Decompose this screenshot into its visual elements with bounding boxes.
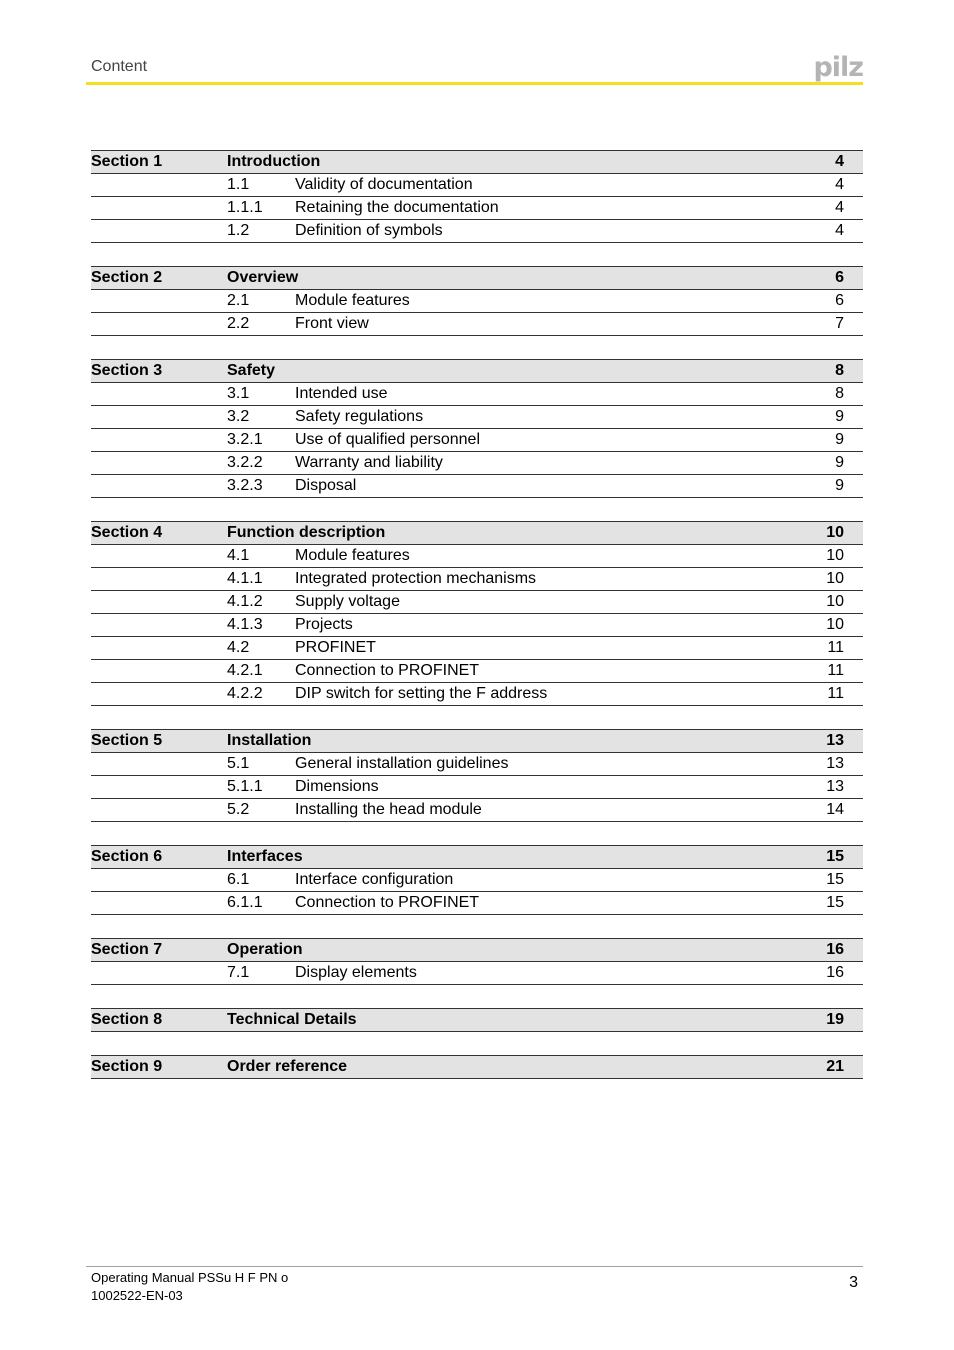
toc-entry-page: 13 <box>826 755 844 772</box>
toc-entry-page: 8 <box>835 385 844 402</box>
toc-entry-page: 9 <box>835 477 844 494</box>
page-header <box>86 50 863 85</box>
toc-entry-page: 4 <box>835 222 844 239</box>
toc-entry-row[interactable] <box>91 313 863 336</box>
toc-entry-title: Disposal <box>295 477 357 494</box>
toc-section-label: Section 2 <box>91 269 163 286</box>
toc-entry-page: 4 <box>835 199 844 216</box>
toc-entry-title: Front view <box>295 315 369 332</box>
toc-section-page: 8 <box>835 362 844 379</box>
toc-entry-title: PROFINET <box>295 639 376 656</box>
toc-section-title: Installation <box>227 732 312 749</box>
toc-entry-number: 4.1.3 <box>227 616 263 633</box>
toc-section-page: 10 <box>826 524 844 541</box>
toc-entry-title: Validity of documentation <box>295 176 473 193</box>
toc-entry-title: Module features <box>295 292 410 309</box>
toc-entry-page: 9 <box>835 408 844 425</box>
toc-entry-page: 13 <box>826 778 844 795</box>
footer-manual-title: Operating Manual PSSu H F PN o <box>91 1270 289 1285</box>
toc-section-row[interactable] <box>91 521 863 545</box>
toc-entry-number: 2.1 <box>227 292 250 309</box>
toc-section-block <box>91 938 863 985</box>
toc-entry-page: 15 <box>826 871 844 888</box>
toc-section-page: 19 <box>826 1011 844 1028</box>
toc-section-label: Section 1 <box>91 153 163 170</box>
toc-section-page: 15 <box>826 848 844 865</box>
toc-entry-row[interactable] <box>91 406 863 429</box>
toc-section-row[interactable] <box>91 266 863 290</box>
toc-entry-row[interactable] <box>91 683 863 706</box>
toc-entry-row[interactable] <box>91 753 863 776</box>
toc-section-label: Section 3 <box>91 362 163 379</box>
toc-entry-number: 3.2.2 <box>227 454 263 471</box>
toc-entry-title: Projects <box>295 616 353 633</box>
toc-entry-title: Installing the head module <box>295 801 482 818</box>
toc-entry-number: 4.2 <box>227 639 250 656</box>
pilz-logo: pilz <box>813 52 863 83</box>
toc-entry-number: 1.1 <box>227 176 250 193</box>
toc-entry-number: 7.1 <box>227 964 250 981</box>
toc-section-block <box>91 1008 863 1032</box>
toc-entry-title: DIP switch for setting the F address <box>295 685 548 702</box>
toc-section-title: Introduction <box>227 153 321 170</box>
toc-section-page: 6 <box>835 269 844 286</box>
toc-entry-title: Retaining the documentation <box>295 199 499 216</box>
toc-section-page: 13 <box>826 732 844 749</box>
toc-entry-row[interactable] <box>91 799 863 822</box>
toc-entry-number: 5.2 <box>227 801 250 818</box>
toc-entry-row[interactable] <box>91 475 863 498</box>
toc-entry-row[interactable] <box>91 290 863 313</box>
toc-section-title: Overview <box>227 269 299 286</box>
toc-entry-title: Interface configuration <box>295 871 454 888</box>
toc-section-title: Function description <box>227 524 386 541</box>
toc-section-label: Section 4 <box>91 524 163 541</box>
toc-entry-row[interactable] <box>91 220 863 243</box>
toc-entry-title: General installation guidelines <box>295 755 509 772</box>
toc-entry-title: Intended use <box>295 385 388 402</box>
toc-entry-row[interactable] <box>91 637 863 660</box>
toc-section-row[interactable] <box>91 938 863 962</box>
toc-entry-row[interactable] <box>91 568 863 591</box>
toc-entry-title: Definition of symbols <box>295 222 443 239</box>
toc-entry-page: 11 <box>827 639 844 656</box>
toc-entry-page: 9 <box>835 431 844 448</box>
toc-section-block <box>91 845 863 915</box>
toc-entry-page: 10 <box>826 616 844 633</box>
toc-entry-page: 10 <box>826 547 844 564</box>
toc-entry-number: 4.2.2 <box>227 685 263 702</box>
toc-section-title: Interfaces <box>227 848 303 865</box>
toc-entry-title: Warranty and liability <box>295 454 443 471</box>
toc-entry-row[interactable] <box>91 174 863 197</box>
toc-entry-page: 4 <box>835 176 844 193</box>
toc-entry-row[interactable] <box>91 197 863 220</box>
toc-entry-row[interactable] <box>91 545 863 568</box>
toc-entry-title: Module features <box>295 547 410 564</box>
toc-section-block <box>91 729 863 822</box>
toc-entry-number: 3.2 <box>227 408 250 425</box>
toc-entry-page: 11 <box>827 685 844 702</box>
toc-section-block <box>91 150 863 243</box>
toc-entry-row[interactable] <box>91 869 863 892</box>
toc-section-row[interactable] <box>91 729 863 753</box>
toc-entry-row[interactable] <box>91 962 863 985</box>
toc-section-row[interactable] <box>91 359 863 383</box>
toc-entry-page: 10 <box>826 570 844 587</box>
toc-entry-number: 3.2.3 <box>227 477 263 494</box>
toc-entry-number: 5.1 <box>227 755 250 772</box>
toc-entry-page: 6 <box>835 292 844 309</box>
toc-entry-title: Use of qualified personnel <box>295 431 481 448</box>
toc-entry-title: Display elements <box>295 964 417 981</box>
toc-section-block <box>91 359 863 498</box>
toc-section-label: Section 7 <box>91 941 163 958</box>
toc-entry-number: 5.1.1 <box>227 778 263 795</box>
toc-entry-page: 16 <box>826 964 844 981</box>
toc-section-label: Section 6 <box>91 848 163 865</box>
toc-entry-row[interactable] <box>91 429 863 452</box>
toc-entry-title: Supply voltage <box>295 593 400 610</box>
toc-entry-page: 14 <box>826 801 844 818</box>
toc-entry-title: Dimensions <box>295 778 379 795</box>
toc-entry-page: 7 <box>835 315 844 332</box>
toc-entry-number: 4.2.1 <box>227 662 263 679</box>
toc-entry-number: 6.1 <box>227 871 250 888</box>
toc-section-label: Section 8 <box>91 1011 163 1028</box>
page-number: 3 <box>849 1274 858 1291</box>
toc-entry-title: Connection to PROFINET <box>295 662 480 679</box>
toc-section-title: Technical Details <box>227 1011 357 1028</box>
toc-entry-row[interactable] <box>91 383 863 406</box>
toc-entry-number: 3.2.1 <box>227 431 263 448</box>
toc-entry-number: 4.1 <box>227 547 250 564</box>
toc-entry-title: Connection to PROFINET <box>295 894 480 911</box>
toc-section-label: Section 5 <box>91 732 163 749</box>
toc-entry-number: 6.1.1 <box>227 894 263 911</box>
toc-entry-number: 1.2 <box>227 222 250 239</box>
header-title: Content <box>91 58 148 75</box>
toc-section-row[interactable] <box>91 150 863 174</box>
toc-section-block <box>91 1055 863 1079</box>
toc-entry-page: 10 <box>826 593 844 610</box>
toc-entry-page: 15 <box>826 894 844 911</box>
toc-section-label: Section 9 <box>91 1058 163 1075</box>
table-of-contents <box>91 150 863 1102</box>
toc-section-block <box>91 521 863 706</box>
toc-section-row[interactable] <box>91 1055 863 1079</box>
toc-entry-number: 1.1.1 <box>227 199 263 216</box>
footer-info <box>91 1269 288 1305</box>
toc-entry-row[interactable] <box>91 591 863 614</box>
toc-entry-page: 9 <box>835 454 844 471</box>
toc-entry-number: 4.1.1 <box>227 570 263 587</box>
toc-entry-number: 3.1 <box>227 385 250 402</box>
toc-section-title: Safety <box>227 362 276 379</box>
toc-entry-row[interactable] <box>91 892 863 915</box>
toc-entry-row[interactable] <box>91 452 863 475</box>
toc-entry-title: Safety regulations <box>295 408 424 425</box>
toc-entry-row[interactable] <box>91 776 863 799</box>
toc-section-row[interactable] <box>91 845 863 869</box>
toc-section-title: Operation <box>227 941 303 958</box>
toc-entry-title: Integrated protection mechanisms <box>295 570 537 587</box>
toc-entry-row[interactable] <box>91 614 863 637</box>
toc-entry-page: 11 <box>827 662 844 679</box>
toc-section-title: Order reference <box>227 1058 348 1075</box>
toc-section-block <box>91 266 863 336</box>
footer-doc-number: 1002522-EN-03 <box>91 1288 183 1303</box>
toc-section-page: 16 <box>826 941 844 958</box>
toc-entry-number: 4.1.2 <box>227 593 263 610</box>
toc-section-page: 4 <box>835 153 844 170</box>
toc-section-row[interactable] <box>91 1008 863 1032</box>
page-footer <box>86 1266 863 1303</box>
toc-section-page: 21 <box>826 1058 844 1075</box>
toc-entry-row[interactable] <box>91 660 863 683</box>
toc-entry-number: 2.2 <box>227 315 250 332</box>
